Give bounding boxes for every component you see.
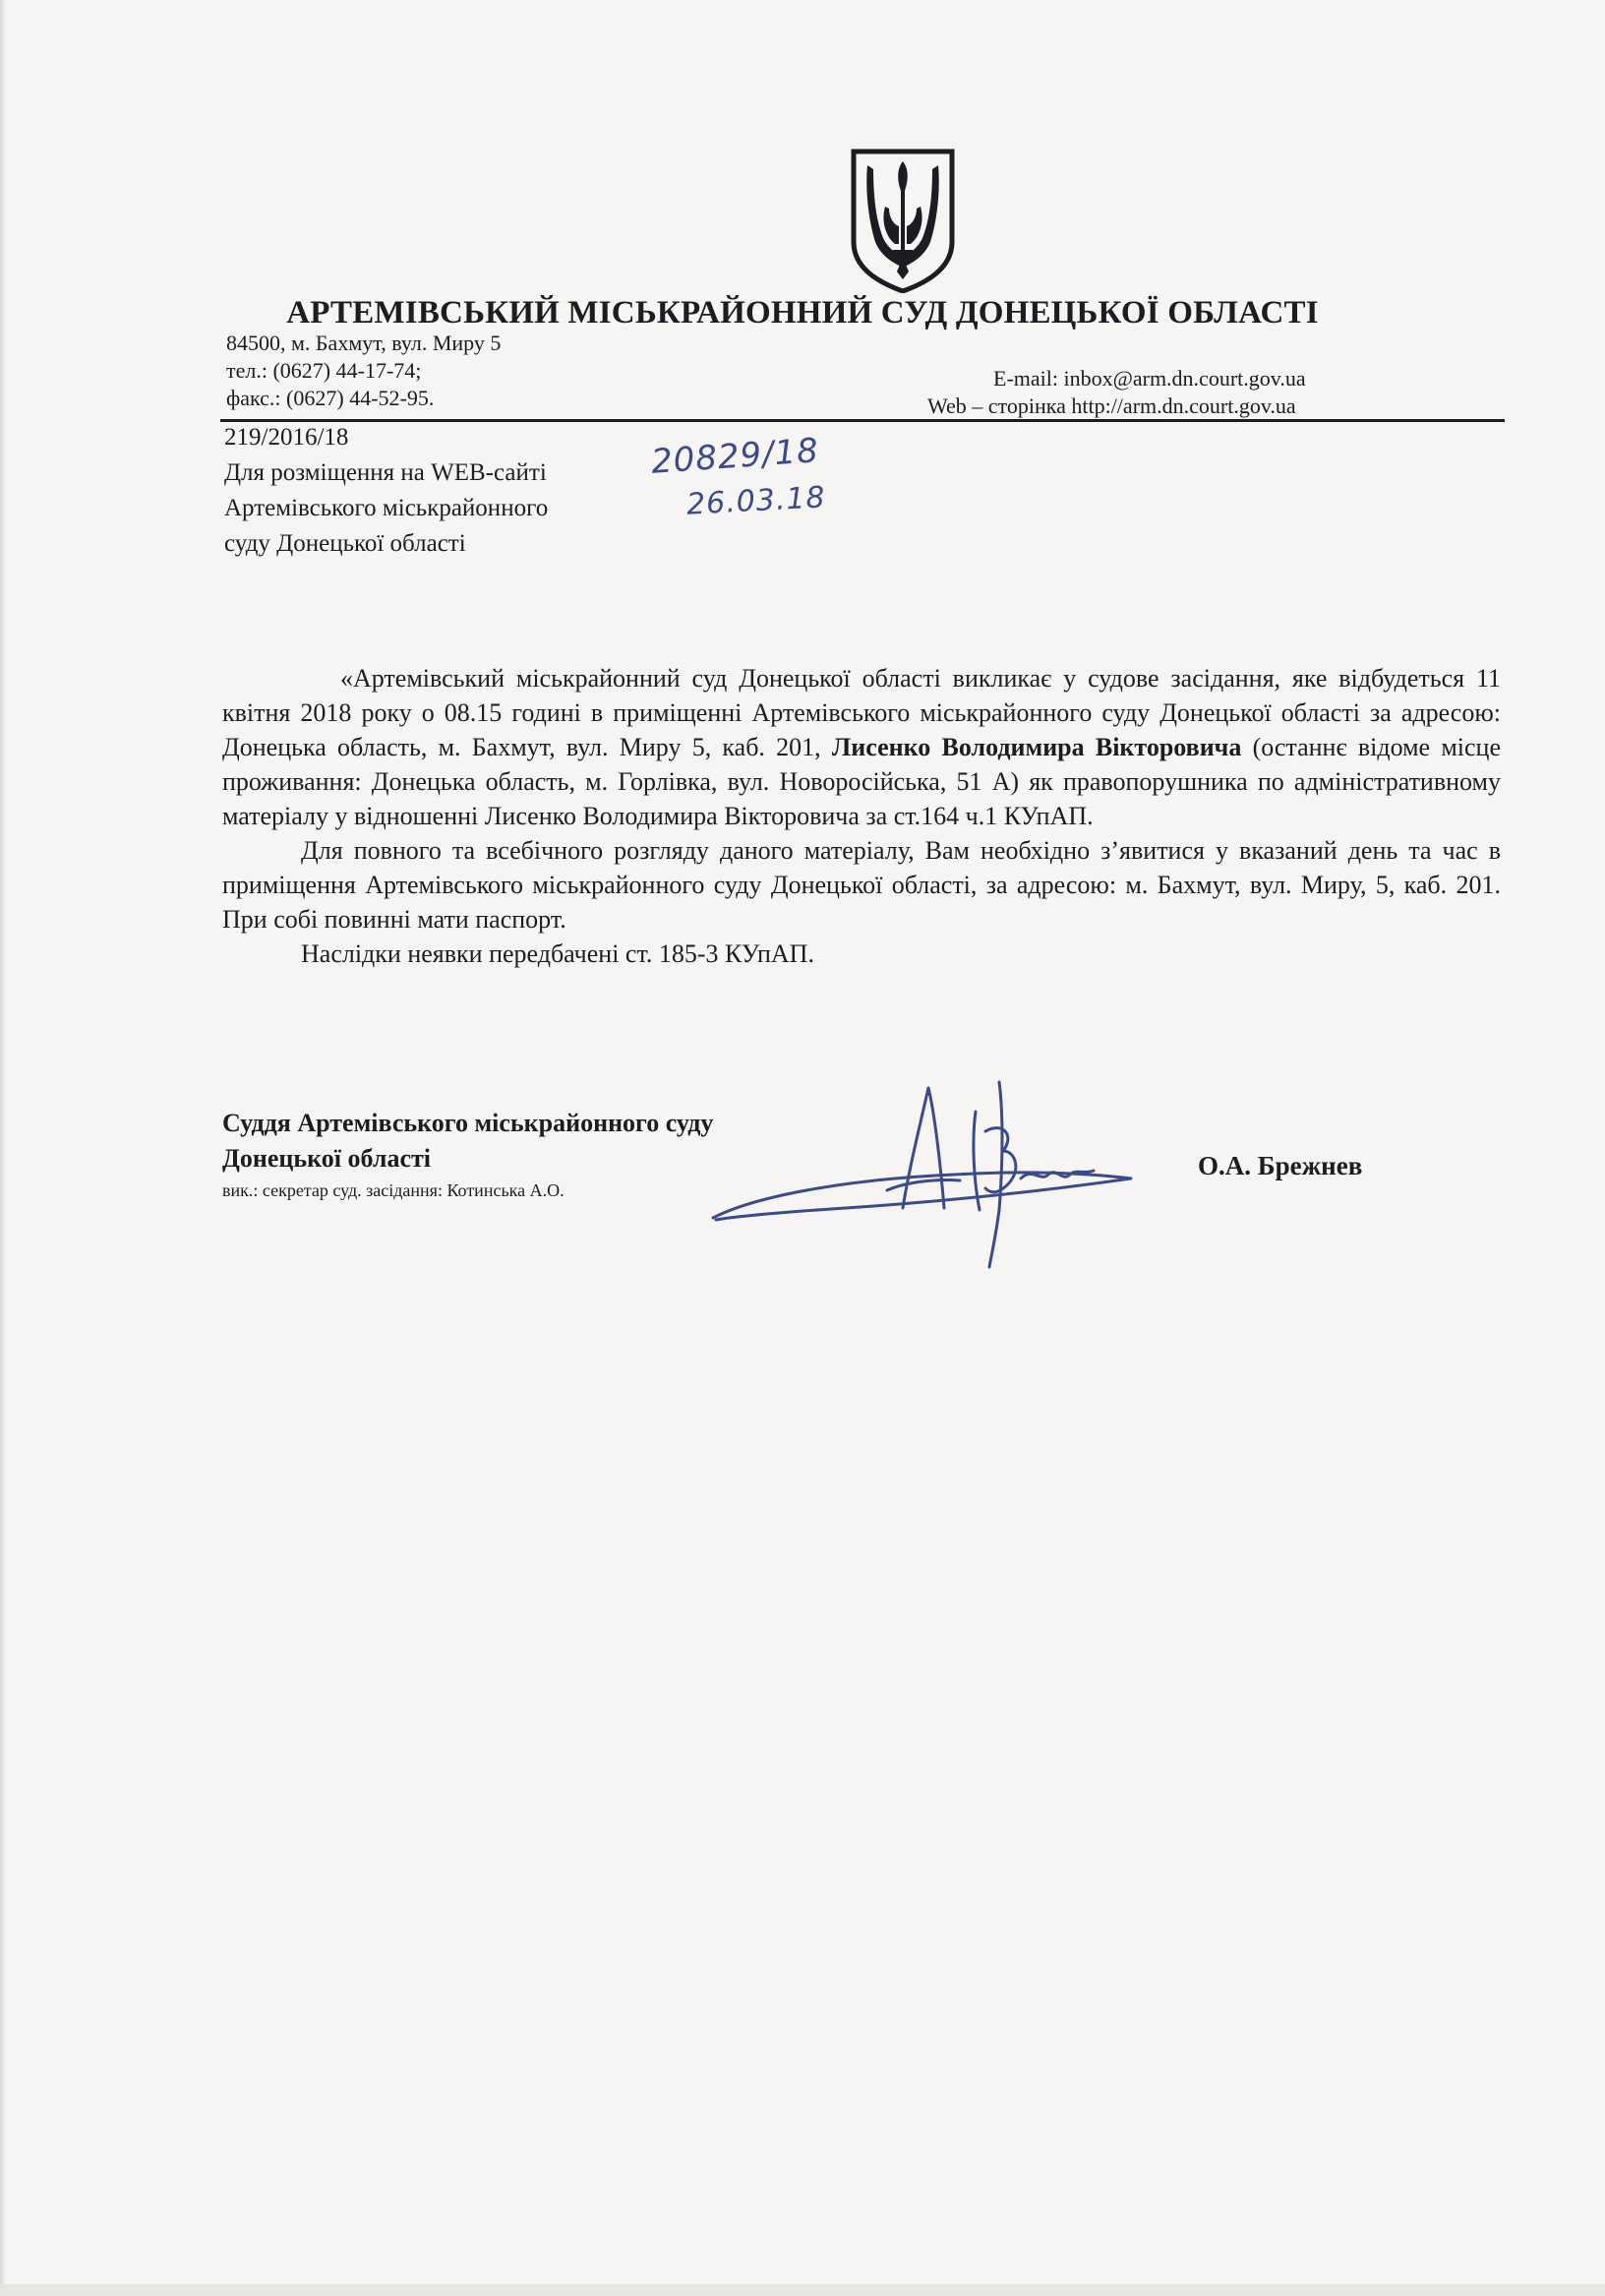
- court-website: Web – сторінка http://arm.dn.court.gov.ua: [927, 393, 1296, 418]
- handwritten-date: 26.03.18: [685, 480, 827, 522]
- case-number: 219/2016/18: [224, 424, 349, 451]
- destination-line: Артемівського міськрайонного: [224, 495, 549, 521]
- secretary-note: вик.: секретар суд. засідання: Котинська А.О.: [222, 1180, 565, 1200]
- court-address: 84500, м. Бахмут, вул. Миру 5: [226, 331, 502, 355]
- judge-title-line: Донецької області: [222, 1144, 431, 1173]
- case-info: [224, 420, 548, 562]
- court-fax: факс.: (0627) 44-52-95.: [226, 386, 435, 410]
- summons-body: [222, 661, 1501, 971]
- summons-paragraph: [222, 661, 1501, 833]
- summons-paragraph: Наслідки неявки передбачені ст. 185-3 КУпАП.: [301, 939, 814, 968]
- handwritten-signature: [708, 1072, 1141, 1308]
- judge-title-line: Суддя Артемівського міськрайонного суду: [222, 1109, 714, 1137]
- judge-name: О.А. Брежнев: [1198, 1151, 1363, 1180]
- paragraph-text: (останнє відоме місце проживання: Донецька область, м. Горлівка, вул. Новоросійська, 51 А) як правопорушника по адміністративному матеріалу у відношенні Лисенко Володимира Вікторовича за ст.164 ч.1 КУпАП.: [222, 733, 1501, 830]
- summons-paragraph: Для повного та всебічного розгляду даного матеріалу, Вам необхідно з’явитися у вказаний день та час в приміщення Артемівського міськрайонного суду Донецької області, за адресою: м. Бахмут, вул. Миру, 5, каб. 201. При собі повинні мати паспорт.: [222, 836, 1501, 934]
- tryzub-coat-of-arms-icon: [848, 148, 958, 293]
- paragraph-text: «Артемівський міськрайонний суд Донецької області викликає у судове засідання, яке відбудеться 11 квітня 2018 року о 08.15 годині в приміщенні Артемівського міськрайонного суду Донецької області за адресою: Донецька область, м. Бахмут, вул. Миру 5, каб. 201,: [222, 664, 1501, 761]
- handwritten-registration-number: 20829/18: [649, 431, 821, 482]
- scan-edge: [0, 0, 6, 2296]
- destination-line: Для розміщення на WEB-сайті: [224, 459, 547, 486]
- judge-title: [222, 1106, 713, 1177]
- defendant-name: Лисенко Володимира Вікторовича: [831, 733, 1242, 761]
- scan-edge-bottom: [0, 2284, 1605, 2296]
- court-email: E-mail: inbox@arm.dn.court.gov.ua: [993, 366, 1306, 391]
- court-phone: тел.: (0627) 44-17-74;: [226, 358, 422, 383]
- destination-line: суду Донецької області: [224, 530, 466, 557]
- court-name-heading: АРТЕМІВСЬКИЙ МІСЬКРАЙОННИЙ СУД ДОНЕЦЬКОЇ ОБЛАСТІ: [286, 295, 1319, 331]
